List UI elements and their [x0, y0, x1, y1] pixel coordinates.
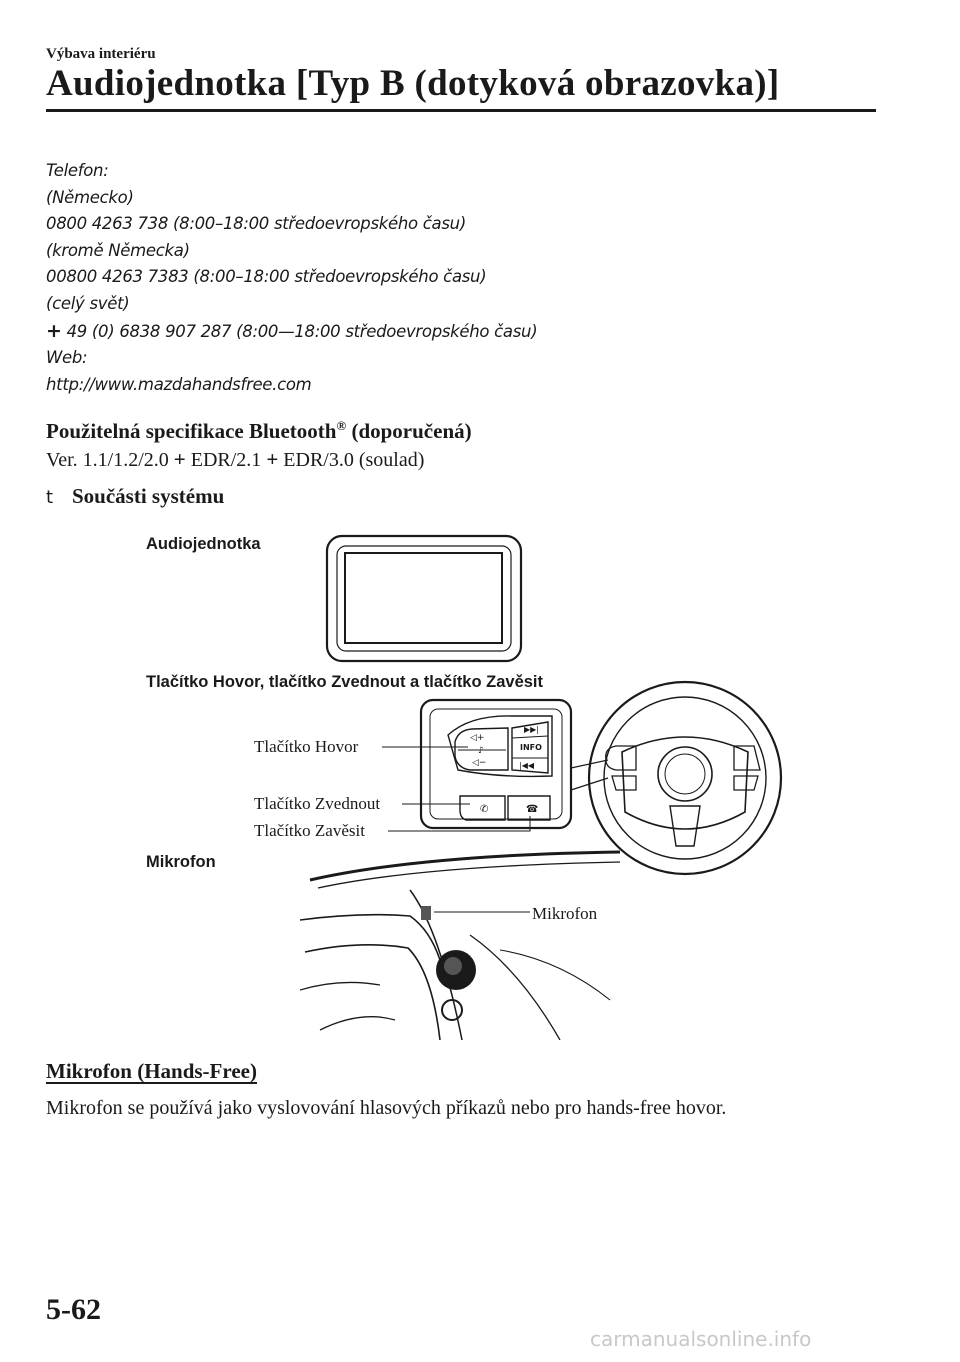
callout-talk-button: Tlačítko Hovor	[254, 737, 359, 756]
plus-icon: +	[46, 319, 62, 342]
svg-text:▶▶|: ▶▶|	[524, 725, 539, 734]
components-heading-text: Součásti systému	[72, 484, 225, 508]
svg-text:|◀◀: |◀◀	[519, 761, 534, 770]
bullet-marker: t	[46, 487, 54, 508]
germany-number: 0800 4263 738 (8:00–18:00 středoevropského času)	[46, 214, 466, 234]
label-microphone: Mikrofon	[146, 853, 216, 871]
world-number: 49 (0) 6838 907 287 (8:00—18:00 středoevropského času)	[61, 321, 538, 341]
steering-wheel-illustration	[589, 682, 781, 874]
spec-title-suffix: (doporučená)	[346, 419, 472, 443]
microphone-description: Mikrofon se používá jako vyslovování hlasových příkazů nebo pro hands-free hovor.	[46, 1097, 727, 1119]
other-label: (kromě Německa)	[46, 240, 190, 260]
svg-text:◁+: ◁+	[470, 733, 485, 743]
world-label: (celý svět)	[46, 293, 130, 313]
other-number: 00800 4263 7383 (8:00–18:00 středoevropského času)	[46, 267, 487, 287]
phone-label: Telefon:	[46, 161, 109, 180]
svg-text:✆: ✆	[480, 804, 489, 815]
ver-suffix: EDR/3.0 (soulad)	[278, 449, 425, 471]
web-label: Web:	[46, 348, 88, 368]
ver-prefix: Ver. 1.1/1.2/2.0	[46, 449, 174, 471]
svg-text:◁−: ◁−	[472, 758, 487, 768]
registered-mark: ®	[336, 418, 347, 433]
page-title: Audiojednotka [Typ B (dotyková obrazovka)]	[46, 63, 780, 104]
callout-microphone: Mikrofon	[532, 904, 598, 923]
audio-unit-illustration	[327, 536, 521, 661]
info-button-label: INFO	[520, 743, 542, 752]
plus-icon: +	[266, 447, 279, 471]
watermark: carmanualsonline.info	[590, 1327, 812, 1351]
ver-mid: EDR/2.1	[185, 449, 267, 471]
page-number: 5-62	[46, 1293, 101, 1326]
microphone-heading: Mikrofon (Hands-Free)	[46, 1059, 257, 1083]
steering-buttons-illustration	[421, 700, 608, 828]
svg-text:☎: ☎	[526, 804, 539, 815]
label-audio-unit: Audiojednotka	[146, 535, 261, 553]
callout-pickup-button: Tlačítko Zvednout	[254, 794, 381, 813]
web-url: http://www.mazdahandsfree.com	[46, 374, 312, 394]
germany-label: (Německo)	[46, 187, 134, 207]
section-label: Výbava interiéru	[46, 46, 156, 62]
svg-text:♪: ♪	[478, 746, 484, 756]
callout-hangup-button: Tlačítko Zavěsit	[254, 821, 365, 840]
spec-title-text: Použitelná specifikace Bluetooth	[46, 419, 337, 443]
dashboard-microphone-illustration	[300, 852, 620, 1040]
plus-icon: +	[173, 447, 186, 471]
label-buttons: Tlačítko Hovor, tlačítko Zvednout a tlačítko Zavěsit	[146, 673, 544, 691]
